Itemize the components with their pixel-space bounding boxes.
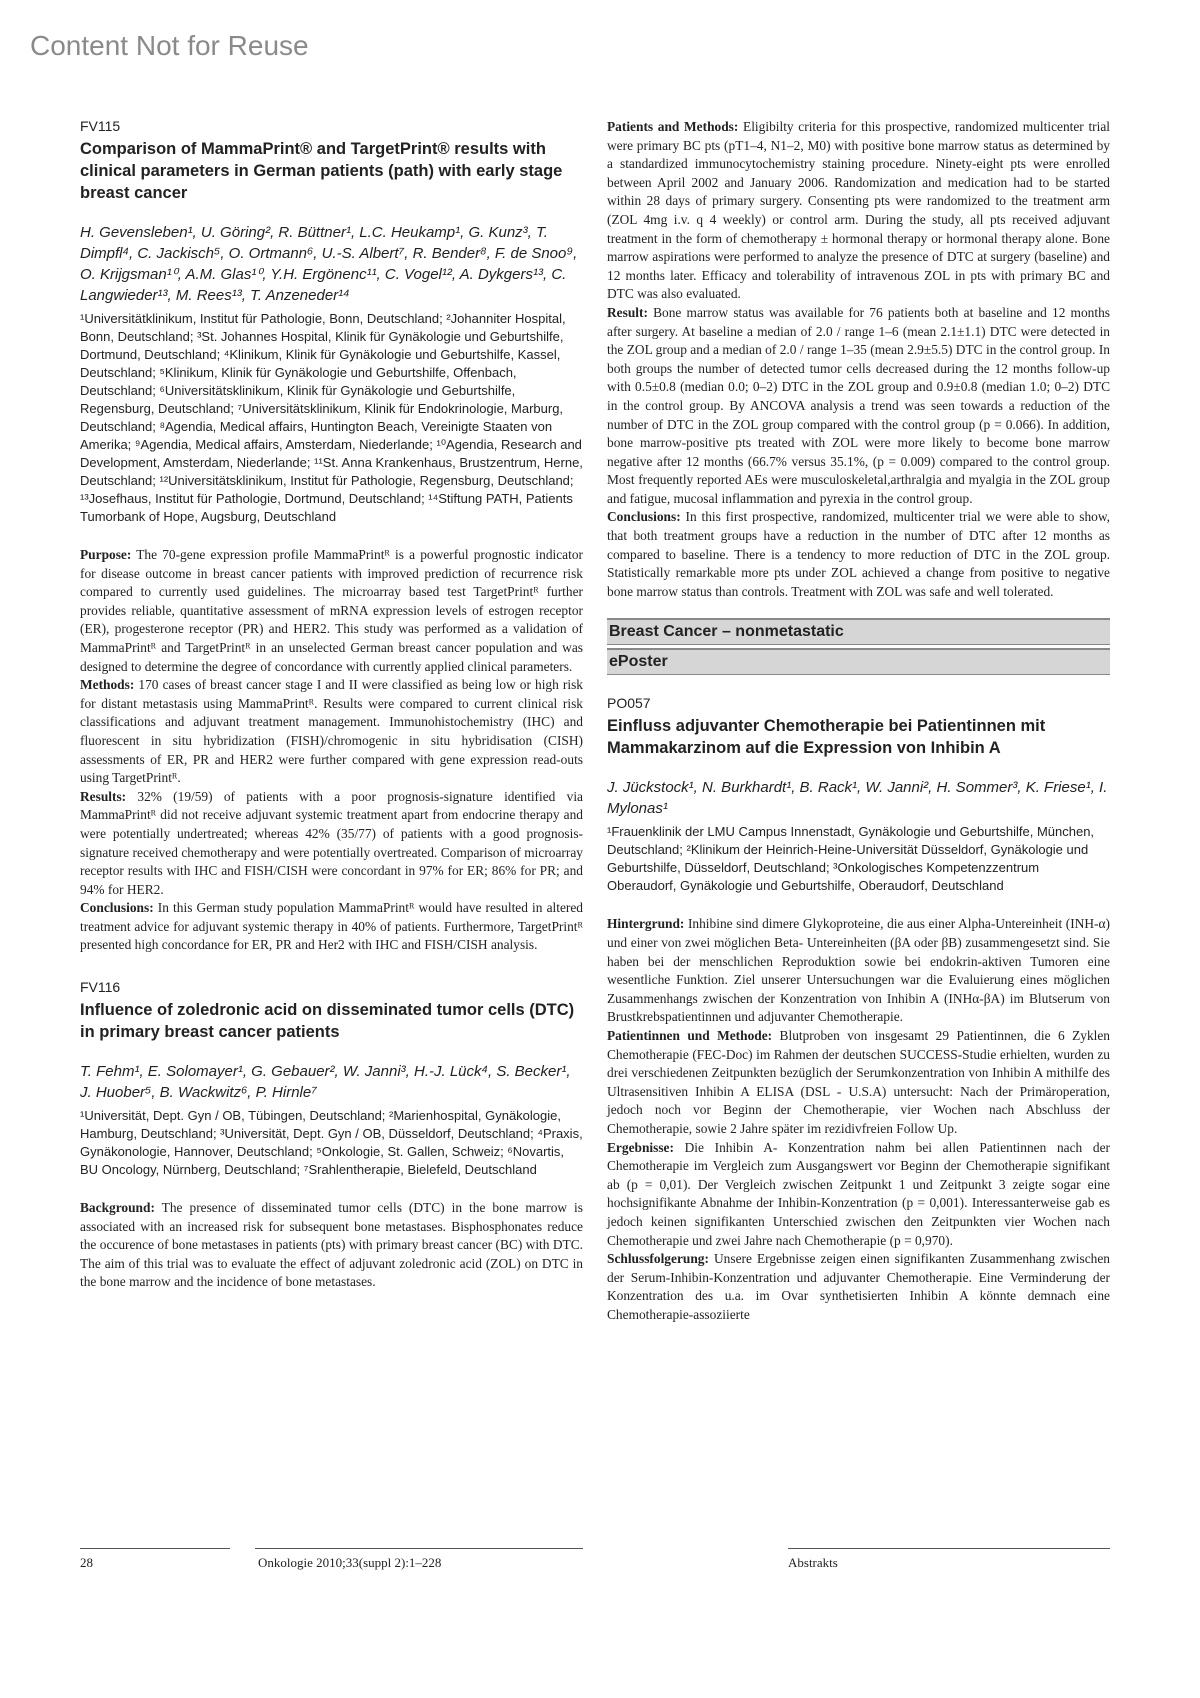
paragraph-text: Blutproben von insgesamt 29 Patientinnen, die 6 Zyklen Chemotherapie (FEC-Doc) im Rahmen der deutschen SUCCESS-Studie erhielten, wurden zu drei verschiedenen Zeitpunkten bezüglich der Serumkonzentration von Inhibin A mithilfe des Ultrasensitiven Inhibin A ELISA (DSL - U.S.A) untersucht: Nach der Primäroperation, jedoch noch vor Beginn der Chemotherapie, vier Wochen nach Abschluss der Chemotherapie, sowie 2 Jahre später im rezidivfreien Follow Up. <box>607 1028 1110 1136</box>
paragraph-label: Conclusions: <box>80 900 154 916</box>
affiliations: ¹Frauenklinik der LMU Campus Innenstadt, Gynäkologie und Geburtshilfe, München, Deutschland; ²Klinikum der Heinrich-Heine-Universität Düsseldorf, Gynäkologie und Geburtshilfe, Düsseldorf, Deutschland; ³Onkologisches Kompetenzzentrum Oberaudorf, Gynäkologie und Geburtshilfe, Oberaudorf, Deutschland <box>607 824 1095 894</box>
author-list: T. Fehm¹, E. Solomayer¹, G. Gebauer², W. Janni³, H.-J. Lück⁴, S. Becker¹, J. Huober⁵, B. Wackwitz⁶, P. Hirnle⁷ <box>80 1063 571 1102</box>
abstract-code: PO057 <box>607 695 651 712</box>
footer-rule <box>255 1548 583 1549</box>
paragraph-text: The presence of disseminated tumor cells (DTC) in the bone marrow is associated with an increased risk for subsequent bone metastases. Bisphosphonates reduce the occurence of bone metastases in patients (pts) with primary breast cancer (BC) with DTC. The aim of this trial was to evaluate the effect of adjuvant zoledronic acid (ZOL) on DTC in the bone marrow and the incidence of bone metastases. <box>80 1200 583 1290</box>
paragraph-text: Die Inhibin A- Konzentration nahm bei allen Patientinnen nach der Chemotherapie im Vergleich zum Ausgangswert vor Beginn der Chemotherapie signifikant ab (p = 0,01). Der Vergleich zwischen Zeitpunkt 1 und Zeitpunkt 3 zeigte sogar eine hochsignifikante Abnahme der Inhibin-Konzentration (p = 0,001). Interessanterweise gab es jedoch keinen signifikanten Unterschied zwischen den Zeitpunkten vier Wochen nach Chemotherapie und zwei Jahre nach Chemotherapie (p = 0,970). <box>607 1139 1110 1248</box>
paragraph-label: Patientinnen und Methode: <box>607 1028 773 1043</box>
section-header: Breast Cancer – nonmetastatic <box>607 618 1110 645</box>
affiliations: ¹Universitätklinikum, Institut für Pathologie, Bonn, Deutschland; ²Johanniter Hospital, Bonn, Deutschland; ³St. Johannes Hospital, Klinik für Gynäkologie und Geburtshilfe, Dortmund, Deutschland; ⁴Klinikum, Klinik für Gynäkologie und Geburtshilfe, Kassel, Deutschland; ⁵Klinikum, Klinik für Gynäkologie und Geburtshilfe, Offenbach, Deutschland; ⁶Universitätsklinikum, Klinik für Gynäkologie und Geburtshilfe, Regensburg, Deutschland; ⁷Universitätsklinikum, Klinik für Endokrinologie, Marburg, Deutschland; ⁸Agendia, Medical affairs, Huntington Beach, Vereinigte Staaten von Amerika; ⁹Agendia, Medical affairs, Amsterdam, Niederlande; ¹⁰Agendia, Research and Development, Amsterdam, Niederlande; ¹¹St. Anna Krankenhaus, Brustzentrum, Herne, Deutschland; ¹²Universitätsklinikum, Institut für Pathologie, Regensburg, Deutschland; ¹³Josefhaus, Institut für Pathologie, Dortmund, Deutschland; ¹⁴Stiftung PATH, Patients Tumorbank of Hope, Augsburg, Deutschland <box>80 311 583 524</box>
paragraph-schlussfolgerung <box>607 1250 1110 1324</box>
journal-citation: Onkologie 2010;33(suppl 2):1–228 <box>258 1555 442 1570</box>
paragraph-hintergrund <box>607 915 1110 1027</box>
section-subheader: ePoster <box>607 648 1110 675</box>
paragraph-label: Methods: <box>80 677 135 693</box>
author-list: J. Jückstock¹, N. Burkhardt¹, B. Rack¹, W. Janni², H. Sommer³, K. Friese¹, I. Mylonas¹ <box>607 779 1108 818</box>
paragraph-text: 170 cases of breast cancer stage I and II were classified as being low or high risk for distant metastasis using MammaPrintᴿ. Results were compared to current clinical risk classifications and adjuvant treatment management. Immunohistochemistry (IHC) and fluorescent in situ hybridization (FISH)/chromogenic in situ hybridisation (CISH) assessments of ER, PR and HER2 were further compared with gene expression read-outs using TargetPrintᴿ. <box>80 677 583 786</box>
paragraph-label: Schlussfolgerung: <box>607 1251 709 1267</box>
paragraph-patients-methods <box>607 118 1110 304</box>
abstract-code: FV116 <box>80 979 121 996</box>
abstract-title: Einfluss adjuvanter Chemotherapie bei Patientinnen mit Mammakarzinom auf die Expression von Inhibin A <box>607 717 1046 758</box>
paragraph-result <box>607 304 1110 509</box>
footer-rule <box>80 1548 230 1549</box>
abstract-fv116 <box>80 979 583 1292</box>
paragraph-label: Result: <box>607 304 648 320</box>
right-column <box>607 118 1110 1325</box>
paragraph-methods <box>80 676 583 788</box>
paragraph-background <box>80 1199 583 1292</box>
paragraph-label: Background: <box>80 1200 155 1216</box>
abstract-title: Comparison of MammaPrint® and TargetPrint® results with clinical parameters in German patients (path) with early stage breast cancer <box>80 140 563 202</box>
paragraph-text: In this German study population MammaPrintᴿ would have resulted in altered treatment advice for adjuvant systemic therapy in 40% of patients. Furthermore, TargetPrintᴿ presented high concordance for ER, PR and Her2 with IHC and FISH/CISH analysis. <box>80 900 583 953</box>
paragraph-label: Purpose: <box>80 547 132 562</box>
abstract-code: FV115 <box>80 118 121 134</box>
paragraph-text: The 70-gene expression profile MammaPrintᴿ is a powerful prognostic indicator for disease outcome in breast cancer patients with improved prediction of recurrence risk compared to currently used guidelines. The microarray based test TargetPrintᴿ further provides reliable, quantitative assessment of mRNA expression levels of estrogen receptor (ER), progesterone receptor (PR) and HER2. This study was performed as a validation of MammaPrintᴿ and TargetPrintᴿ in an unselected German breast cancer population and was designed to determine the degree of concordance with currently applied clinical parameters. <box>80 547 583 674</box>
paragraph-text: Inhibine sind dimere Glykoproteine, die aus einer Alpha-Untereinheit (INH-α) und einer von zwei möglichen Beta- Untereinheiten (βA oder βB) zusammengesetzt sind. Sie haben bei der menschlichen Reproduktion sowie bei endokrin-aktiven Tumoren eine wesentliche Funktion. Ziel unserer Untersuchungen war die Evaluierung eines möglichen Zusammenhangs zwischen der Konzentration von Inhibin A (INHα-βA) im Blutserum von Brustkrebspatientinnen und adjuvanter Chemotherapie. <box>607 916 1110 1025</box>
paragraph-label: Ergebnisse: <box>607 1139 674 1155</box>
abstract-fv116-continued <box>607 118 1110 601</box>
paragraph-label: Results: <box>80 788 127 804</box>
left-column <box>80 118 583 1292</box>
abstract-title: Influence of zoledronic acid on disseminated tumor cells (DTC) in primary breast cancer patients <box>80 1001 575 1042</box>
paragraph-ergebnisse <box>607 1139 1110 1251</box>
abstract-body <box>80 546 583 955</box>
abstract-po057 <box>607 695 1110 1324</box>
paragraph-conclusions <box>607 508 1110 601</box>
paragraph-text: Bone marrow status was available for 76 patients both at baseline and 12 months after surgery. At baseline a median of 2.0 / range 1–6 (mean 2.1±1.1) DTC were detected in the ZOL group and a median of 2.0 / range 1–35 (mean 2.9±5.5) DTC in the control group. In both groups the number of detected tumor cells decreased during the 12 months follow-up with 0.5±0.8 (median 0.0; 0–2) DTC in the ZOL group and 0.9±0.8 (median 1.0; 0–2) DTC in the control group. By ANCOVA analysis a trend was seen towards a reduction of the number of DTC in the ZOL group compared with the control group (p = 0.066). In addition, bone marrow-positive pts treated with ZOL were more likely to become bone marrow negative after 12 months (66.7% versus 35.1%, (p = 0.009) compared to the control group. Most frequently reported AEs were musculoskeletal,arthralgia and myalgia in the ZOL group and fatigue, mucosal inflammation and pyrexia in the control group. <box>607 304 1110 506</box>
abstract-body <box>607 915 1110 1324</box>
paragraph-methode <box>607 1027 1110 1139</box>
author-list: H. Gevensleben¹, U. Göring², R. Büttner¹, L.C. Heukamp¹, G. Kunz³, T. Dimpfl⁴, C. Jackisch⁵, O. Ortmann⁶, U.-S. Albert⁷, R. Bender⁸, F. de Snoo⁹, O. Krijgsman¹⁰, A.M. Glas¹⁰, Y.H. Ergönenc¹¹, C. Vogel¹², A. Dykgers¹³, C. Langwieder¹³, M. Rees¹³, T. Anzeneder¹⁴ <box>80 224 578 304</box>
paragraph-results <box>80 788 583 900</box>
abstract-body <box>80 1199 583 1292</box>
paragraph-text: Eligibilty criteria for this prospective, randomized multicenter trial were primary BC pts (pT1–4, N1–2, M0) with positive bone marrow status as determined by a standardized immunocytochemistry staining procedure. Ninety-eight pts were enrolled between April 2002 and January 2006. Randomization and medication had to be started within 28 days of primary surgery. Consenting pts were randomized to the treatment arm (ZOL 4mg i.v. q 4 weekly) or control arm. During the study, all pts received adjuvant treatment in the form of chemotherapy ± hormonal therapy or hormonal therapy alone. Bone marrow aspirations were performed to analyze the presence of DTC at surgery (baseline) and 12 months later. Efficacy and tolerability of intravenous ZOL in pts with primary BC and DTC was also evaluated. <box>607 119 1111 302</box>
paragraph-label: Conclusions: <box>607 509 681 525</box>
affiliations: ¹Universität, Dept. Gyn / OB, Tübingen, Deutschland; ²Marienhospital, Gynäkologie, Hamburg, Deutschland; ³Universität, Dept. Gyn / OB, Düsseldorf, Deutschland; ⁴Praxis, Gynäkonologie, Hannover, Deutschland; ⁵Onkologie, St. Gallen, Schweiz; ⁶Novartis, BU Oncology, Nürnberg, Deutschland; ⁷Srahlentherapie, Bielefeld, Deutschland <box>80 1108 583 1178</box>
paragraph-text: In this first prospective, randomized, multicenter trial we were able to show, that both treatment groups have a reduction in the number of DTC after 12 months as compared to baseline. There is a tendency to more reduction of DTC in the ZOL group. Statistically remarkable more pts under ZOL achieved a change from positive to negative bone marrow status than controls. Treatment with ZOL was safe and well tolerated. <box>607 509 1110 599</box>
paragraph-label: Hintergrund: <box>607 916 685 932</box>
footer-rule <box>788 1548 1110 1549</box>
section-name: Abstrakts <box>788 1555 838 1570</box>
paragraph-text: 32% (19/59) of patients with a poor prognosis-signature identified via MammaPrintᴿ did not receive adjuvant systemic treatment apart from endocrine therapy and were potentially undertreated; whereas 42% (35/77) of patients with a good prognosis-signature received chemotherapy and were potentially overtreated. Comparison of microarray receptor results with IHC and FISH/CISH were concordant in 97% for ER; 86% for PR; and 94% for HER2. <box>80 788 583 897</box>
page-number: 28 <box>80 1555 93 1570</box>
watermark: Content Not for Reuse <box>30 30 309 61</box>
paragraph-conclusions <box>80 899 583 955</box>
abstract-fv115 <box>80 118 583 955</box>
paragraph-text: Unsere Ergebnisse zeigen einen signifikanten Zusammenhang zwischen der Serum-Inhibin-Konzentration und adjuvanter Chemotherapie. Eine Verminderung der Konzentration des u.a. im Ovar synthetisierten Inhibin A könnte demnach eine Chemotherapie-assoziierte <box>607 1251 1110 1322</box>
paragraph-label: Patients and Methods: <box>607 119 739 134</box>
paragraph-purpose <box>80 546 583 676</box>
